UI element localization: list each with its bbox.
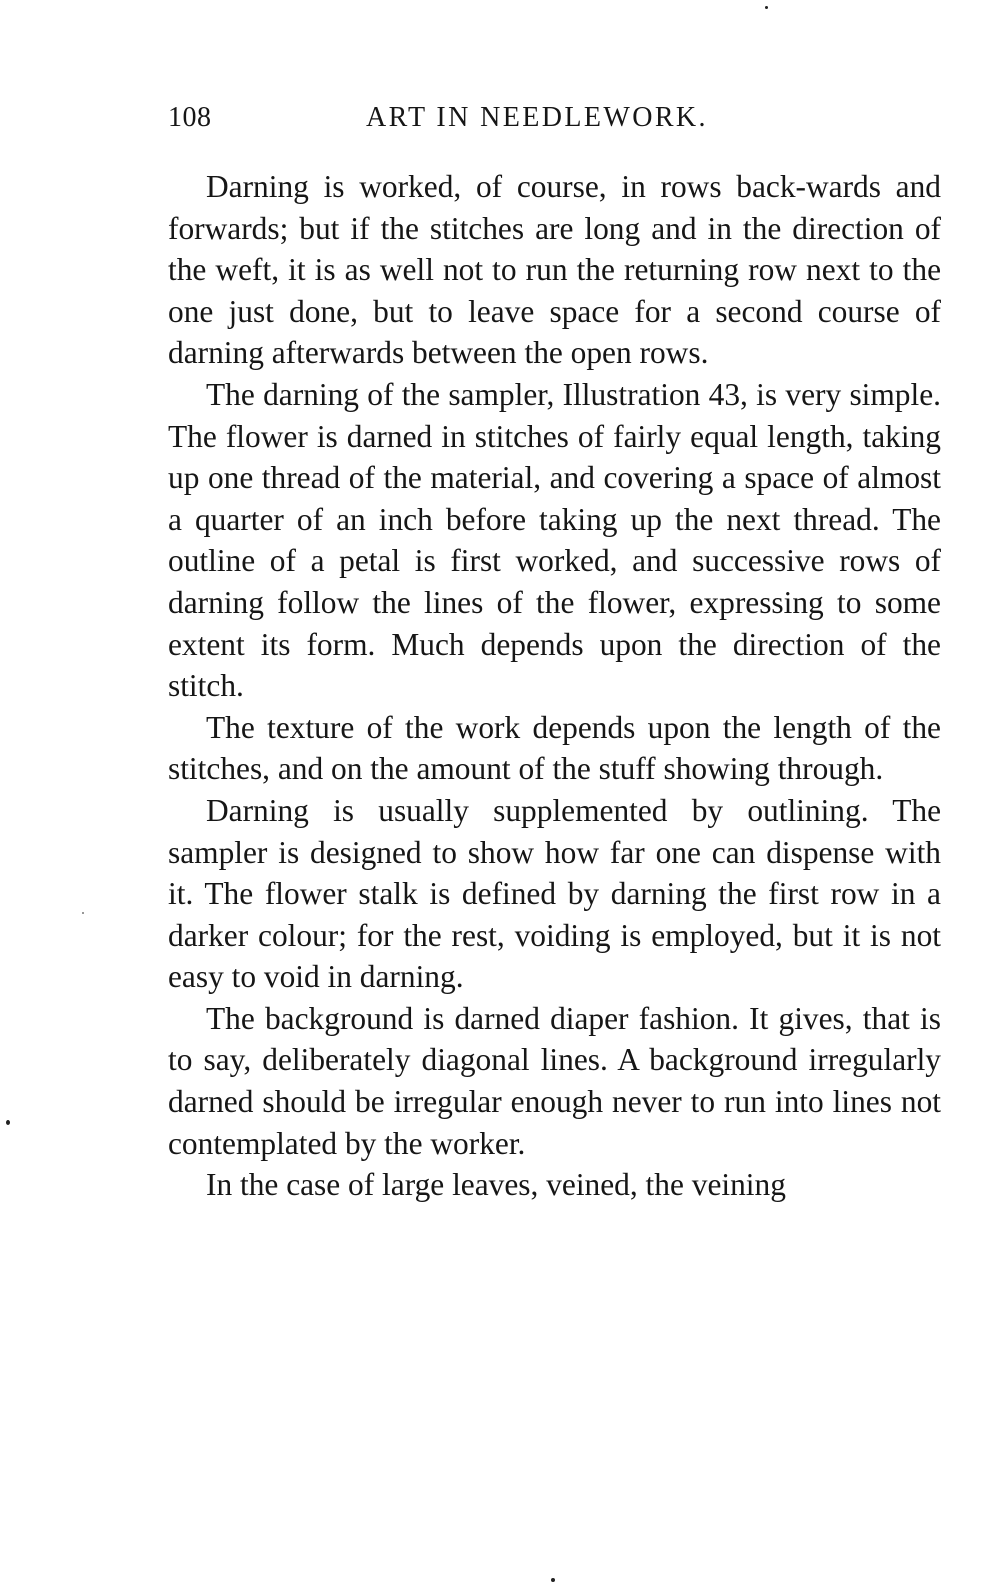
scan-speck-top (765, 6, 768, 9)
scan-speck-mid (82, 912, 84, 914)
scan-speck-bottom (551, 1578, 555, 1582)
paragraph-darning-rows: Darning is worked, of course, in rows back-wards and forwards; but if the stitches are long and in the direction of the weft, it is as well not to run the returning row next to the one just done, but to leave space for a second course of darning afterwards between the open rows. (168, 169, 941, 371)
body-text (168, 166, 941, 1206)
running-head (168, 98, 788, 138)
paragraph-texture: The texture of the work depends upon the length of the stitches, and on the amount of the stuff showing through. (168, 709, 941, 787)
page-number: 108 (168, 102, 212, 133)
paragraph-background: The background is darned diaper fashion. It gives, that is to say, deliberately diagonal lines. A background irregularly darned should be irregular enough never to run into lines not contemplated by the worker. (168, 1000, 941, 1161)
scan-speck-left (6, 1120, 10, 1125)
paragraph-outlining: Darning is usually supplemented by outlining. The sampler is designed to show how far one can dispense with it. The flower stalk is defined by darning the first row in a darker colour; for the rest, voiding is employed, but it is not easy to void in darning. (168, 792, 941, 995)
paragraph-large-leaves: In the case of large leaves, veined, the veining (206, 1167, 786, 1203)
paragraph-sampler-darning: The darning of the sampler, Illustration 43, is very simple. The flower is darned in stitches of fairly equal length, taking up one thread of the material, and covering a space of almost a quarter of an inch before taking up the next thread. The outline of a petal is first worked, and successive rows of darning follow the lines of the flower, expressing to some extent its form. Much depends upon the direction of the stitch. (168, 376, 941, 704)
running-title: ART IN NEEDLEWORK. (366, 102, 708, 133)
